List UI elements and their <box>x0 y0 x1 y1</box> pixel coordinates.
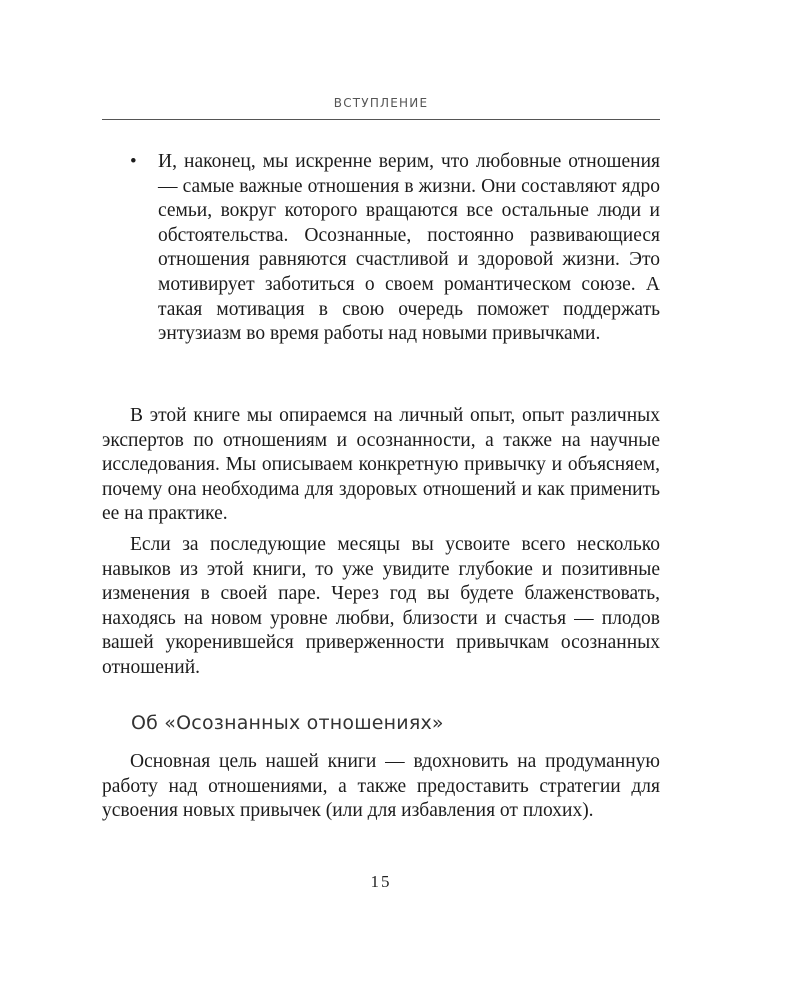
body-text <box>102 404 660 687</box>
paragraph: Если за последующие месяцы вы усвоите всего несколько навыков из этой книги, то уже увидите глубокие и позитивные изменения в своей паре. Через год вы будете блаженствовать, находясь на новом уровне любви, близости и счастья — плодов вашей укоренившейся приверженности привычкам осознанных отношений. <box>102 533 660 678</box>
bullet-item <box>130 150 660 347</box>
page-number: 15 <box>370 872 392 891</box>
section-heading: Об «Осознанных отношениях» <box>131 712 444 734</box>
running-head: ВСТУПЛЕНИЕ <box>333 96 429 110</box>
header-rule <box>102 119 660 120</box>
paragraph: В этой книге мы опираемся на личный опыт, опыт различных экспертов по отношениям и осознанности, а также на научные исследования. Мы описываем конкретную привычку и объясняем, почему она необходима для здоровых отношений и как применить ее на практике. <box>102 405 660 525</box>
bullet-text: И, наконец, мы искренне верим, что любовные отношения — самые важные отношения в жизни. Они составляют ядро семьи, вокруг которого вращаются все остальные люди и обстоятельства. Осознанные, постоянно развивающиеся отношения равняются счастливой и здоровой жизни. Это мотивирует заботиться о своем романтическом союзе. А такая мотивация в свою очередь поможет поддержать энтузиазм во время работы над новыми привычками. <box>158 151 660 345</box>
section-body <box>102 750 660 830</box>
paragraph: Основная цель нашей книги — вдохновить на продуманную работу над отношениями, а также предоставить стратегии для усвоения новых привычек (или для избавления от плохих). <box>102 751 660 822</box>
bullet-marker: • <box>130 151 137 172</box>
